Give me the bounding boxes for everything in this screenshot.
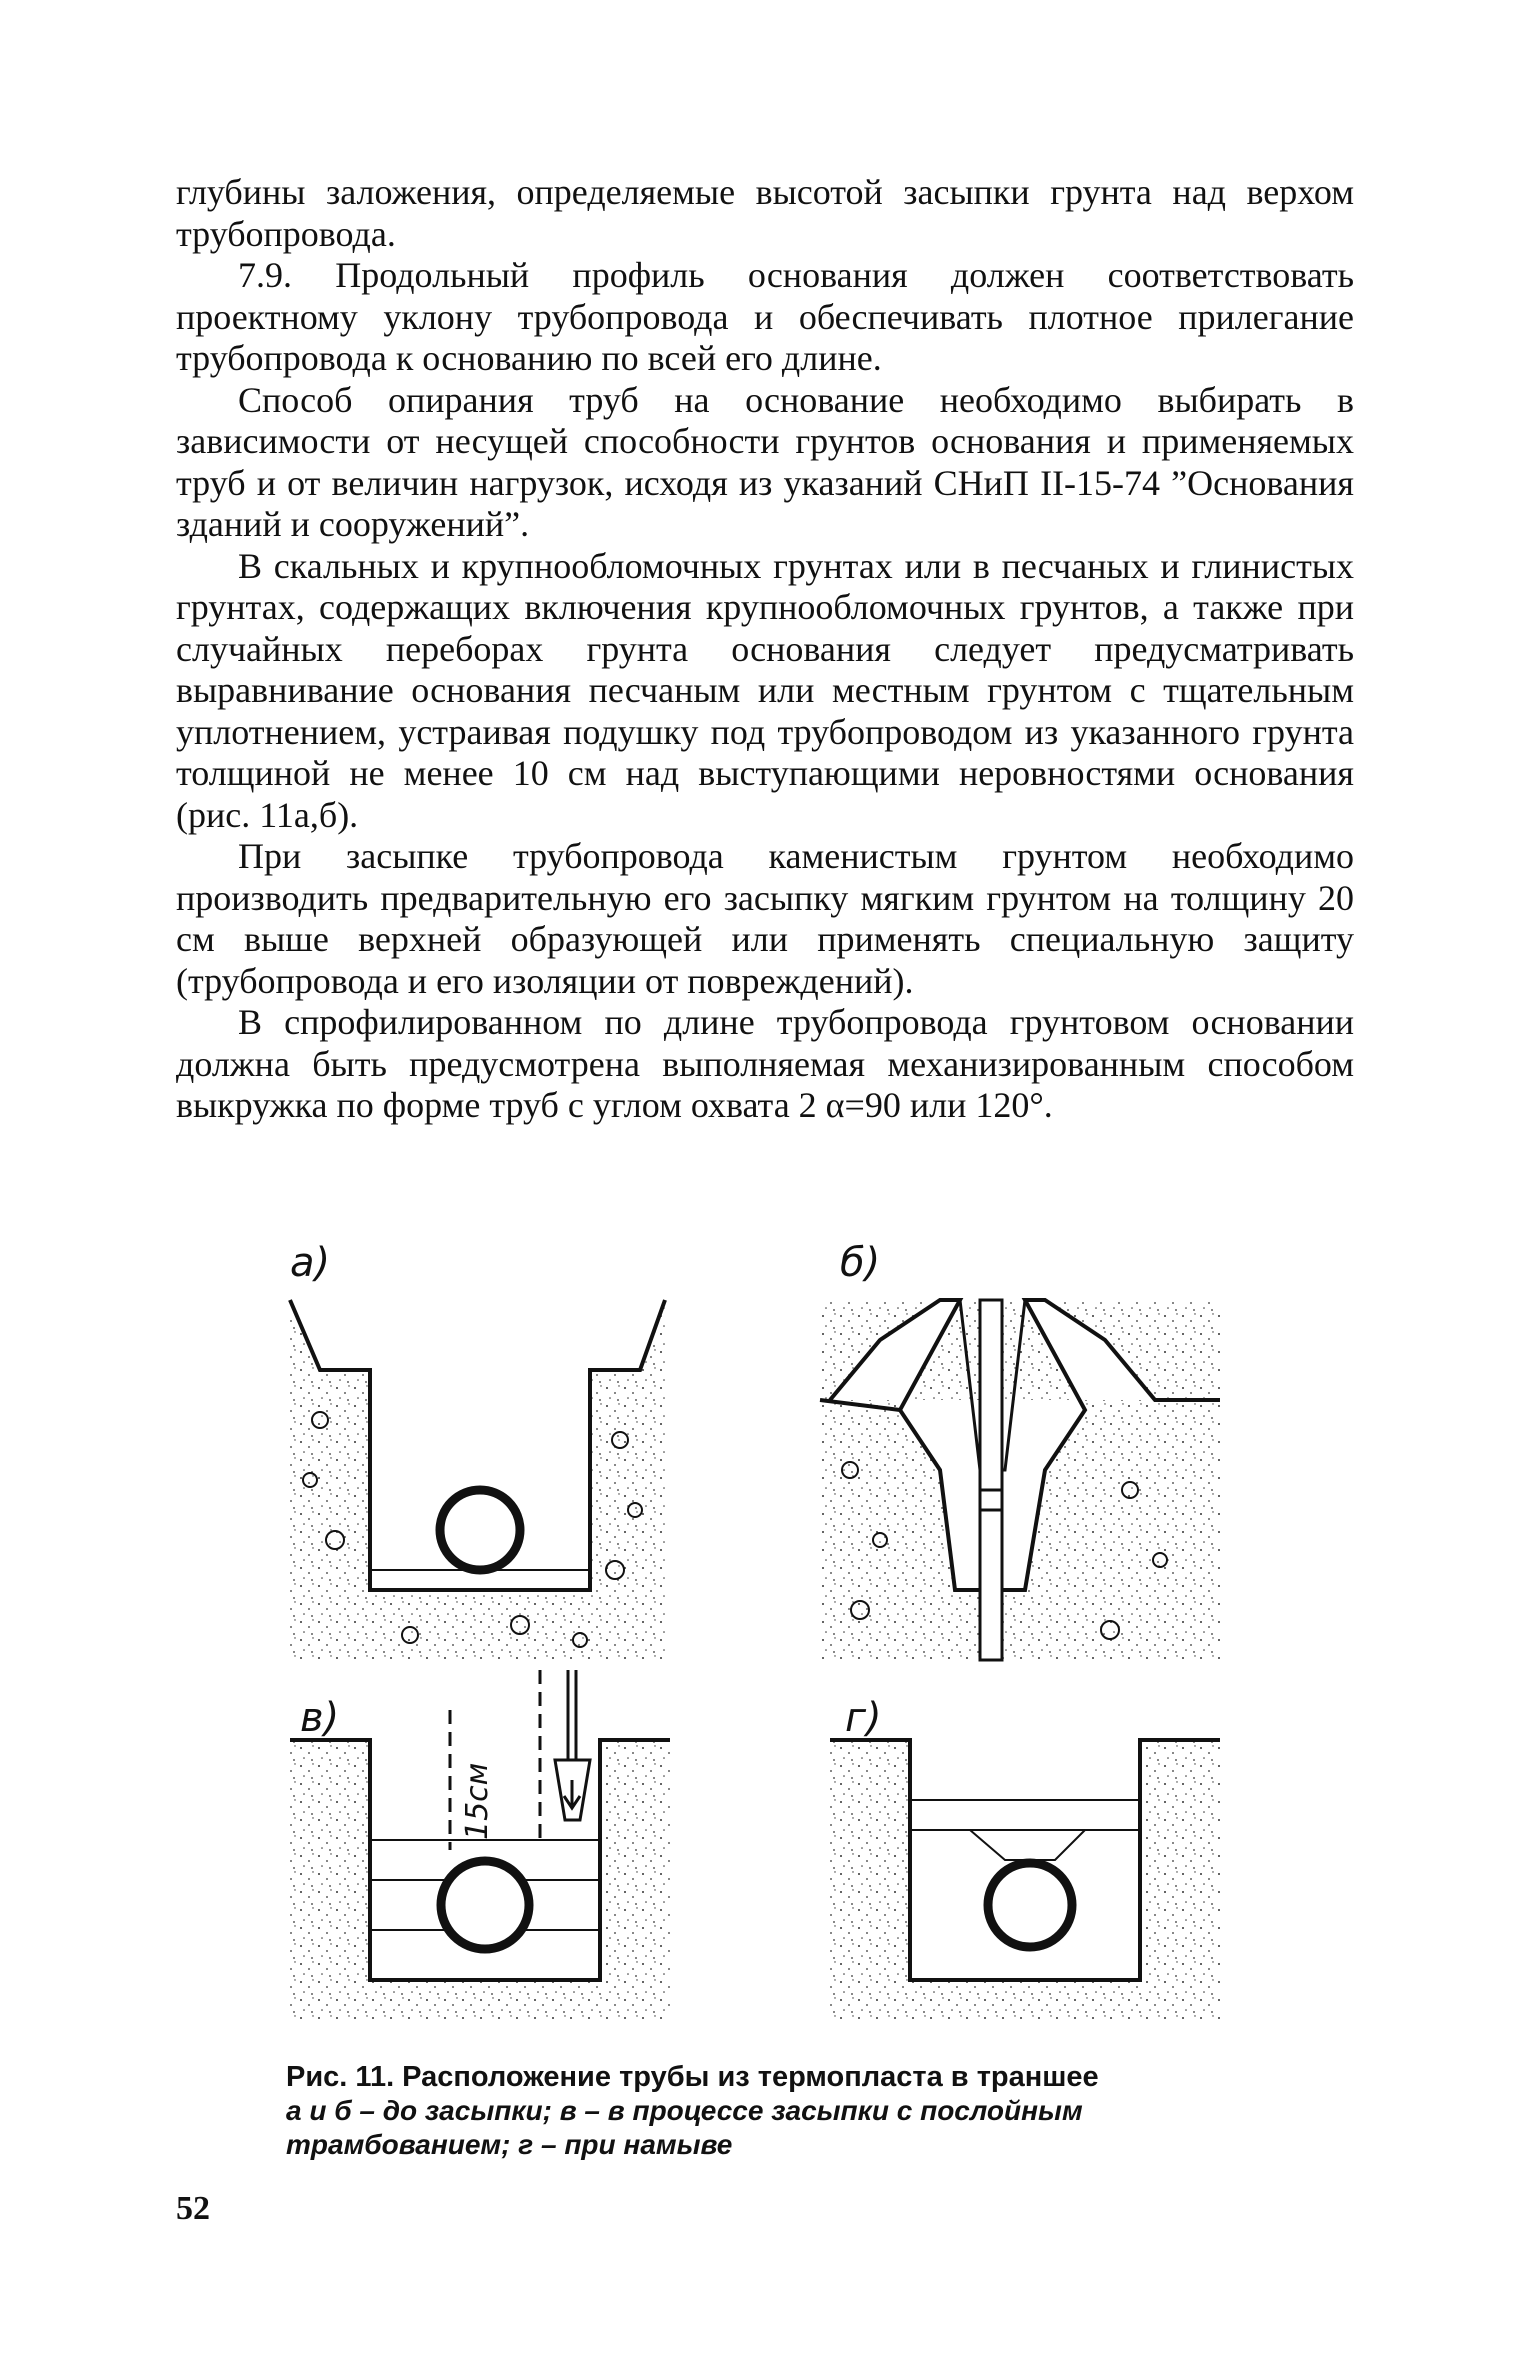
paragraph-2: 7.9. Продольный профиль основания должен соответствовать проектному уклону трубопровода и обеспечивать плотное прилегание трубопровода к основанию по всей его длине. [176, 255, 1354, 378]
figure-caption [286, 2060, 1266, 2162]
paragraph-4: В скальных и крупнообломочных грунтах или в песчаных и глинистых грунтах, содержащих включения крупнообломочных грунтов, а также при случайных переборах грунта основания следует предусматривать выравнивание основания песчаным или местным грунтом с тщательным уплотнением, устраивая подушку под трубопроводом из указанного грунта толщиной не менее 10 см над выступающими неровностями основания (рис. 11а,б). [176, 545, 1354, 835]
paragraph-1: глубины заложения, определяемые высотой засыпки грунта над верхом трубопровода. [176, 172, 1354, 254]
panel-label-g: г) [845, 1695, 882, 1741]
page-number: 52 [176, 2190, 210, 2227]
panel-label-a: а) [290, 1240, 331, 1286]
panel-g-drawing [830, 1740, 1220, 2020]
panel-b-drawing [820, 1300, 1220, 1660]
paragraph-5: При засыпке трубопровода каменистым грунтом необходимо производить предварительную его засыпку мягким грунтом на толщину 20 см выше верхней образующей или применять специальную защиту (трубопровода и его изоляции от повреждений). [176, 836, 1354, 1001]
figure-number: Рис. 11. [286, 2061, 395, 2093]
paragraph-3: Способ опирания труб на основание необходимо выбирать в зависимости от несущей способности грунтов основания и применяемых труб и от величин нагрузок, исходя из указаний СНиП II-15-74 ”Основания зданий и сооружений”. [176, 379, 1354, 544]
panel-v-drawing [290, 1670, 670, 2020]
body-text [176, 172, 1354, 1127]
panel-a-drawing [290, 1300, 665, 1660]
dimension-label: 15см [460, 1762, 495, 1840]
trench-figure [280, 1240, 1240, 2020]
panel-label-b: б) [840, 1240, 881, 1286]
caption-description: а и б – до засыпки; в – в процессе засыпки с послойным трамбованием; г – при намыве [286, 2095, 1083, 2160]
caption-title-line [286, 2060, 1266, 2094]
caption-title: Расположение трубы из термопласта в траншее [402, 2061, 1099, 2093]
panel-label-v: в) [300, 1695, 340, 1741]
paragraph-6: В спрофилированном по длине трубопровода грунтовом основании должна быть предусмотрена выполняемая механизированным способом выкружка по форме труб с углом охвата 2 α=90 или 120°. [176, 1002, 1354, 1125]
trench-drawings [280, 1240, 1240, 2020]
